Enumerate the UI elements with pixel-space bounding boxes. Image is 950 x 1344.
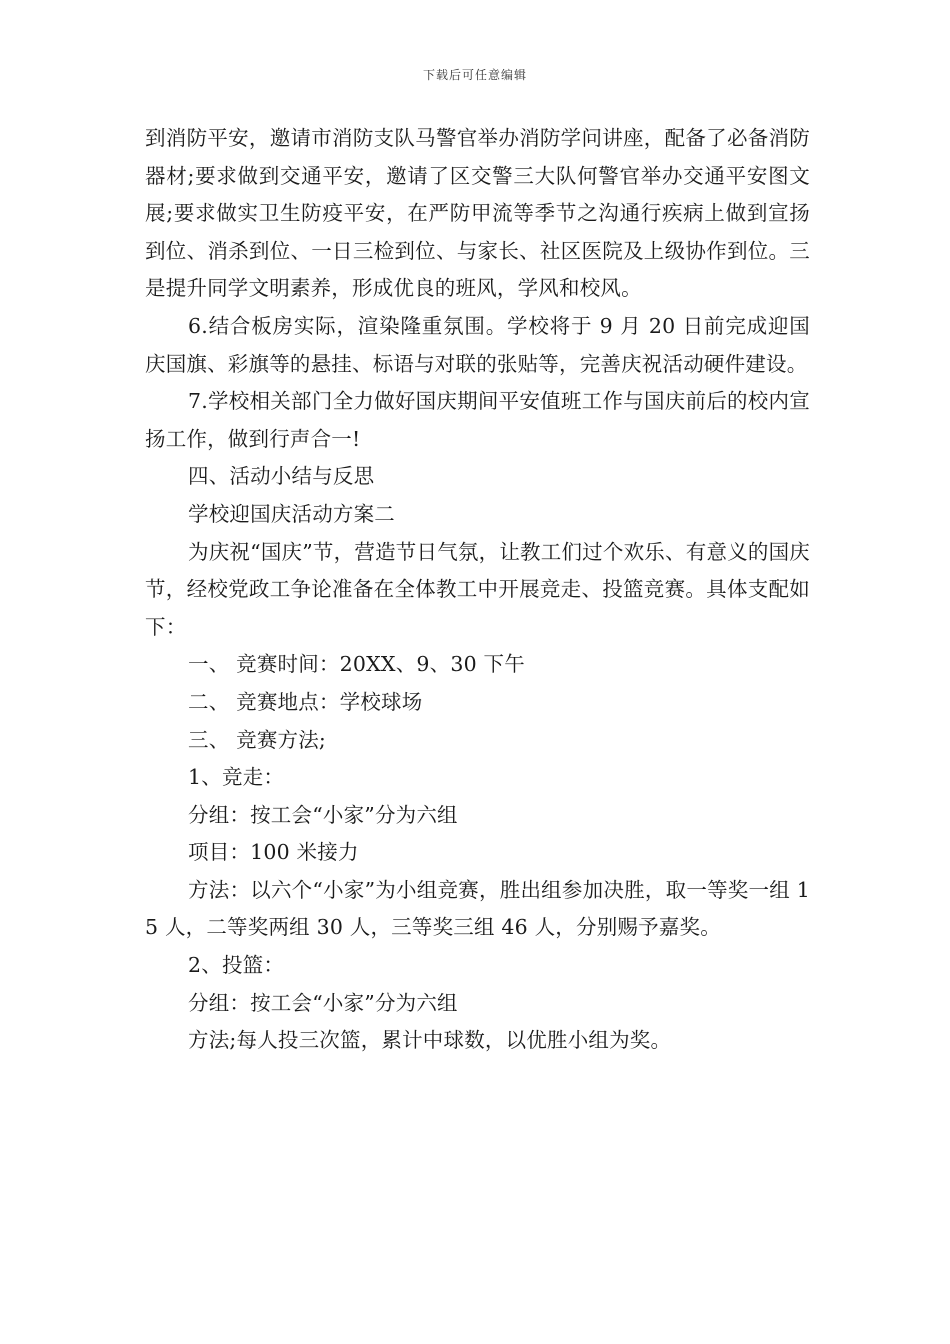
paragraph-race-walk: 1、竞走： (188, 765, 285, 790)
paragraph-item-7: 7.学校相关部门全力做好国庆期间平安值班工作与国庆前后的校内宣扬工作，做到行声合一! (145, 389, 810, 451)
paragraph-competition-time: 一、 竞赛时间：20XX、9、30 下午 (188, 652, 525, 677)
paragraph-competition-location: 二、 竞赛地点：学校球场 (188, 689, 423, 714)
paragraph-continuation: 到消防平安，邀请市消防支队马警官举办消防学问讲座，配备了必备消防器材;要求做到交通平安，邀请了区交警三大队何警官举办交通平安图文展;要求做实卫生防疫平安，在严防甲流等季节之沟通行疾病上做到宣扬到位、消杀到位、一日三检到位、与家长、社区医院及上级协作到位。三是提升同学文明素养，形成优良的班风，学风和校风。 (145, 126, 810, 301)
section-heading-summary: 四、活动小结与反思 (188, 464, 375, 489)
paragraph-grouping-basketball: 分组：按工会“小家”分为六组 (188, 990, 458, 1015)
paragraph-method-basketball: 方法;每人投三次篮，累计中球数，以优胜小组为奖。 (188, 1028, 672, 1053)
paragraph-item-6: 6.结合板房实际，渲染隆重氛围。学校将于 9 月 20 日前完成迎国庆国旗、彩旗等的悬挂、标语与对联的张贴等，完善庆祝活动硬件建设。 (145, 313, 810, 376)
paragraph-competition-method: 三、 竞赛方法; (188, 727, 327, 752)
paragraph-event: 项目：100 米接力 (188, 840, 359, 865)
paragraph-intro: 为庆祝“国庆”节，营造节日气氛，让教工们过个欢乐、有意义的国庆节，经校党政工争论准备在全体教工中开展竞走、投篮竞赛。具体支配如下： (145, 539, 810, 639)
paragraph-grouping-walk: 分组：按工会“小家”分为六组 (188, 802, 458, 827)
page-header-note: 下载后可任意编辑 (422, 68, 527, 82)
plan-title: 学校迎国庆活动方案二 (188, 501, 395, 526)
paragraph-method-walk: 方法：以六个“小家”为小组竞赛，胜出组参加决胜，取一等奖一组 15 人，二等奖两组 30 人，三等奖三组 46 人，分别赐予嘉奖。 (145, 877, 810, 940)
document-body (145, 120, 810, 1060)
paragraph-basketball: 2、投篮： (188, 953, 285, 978)
